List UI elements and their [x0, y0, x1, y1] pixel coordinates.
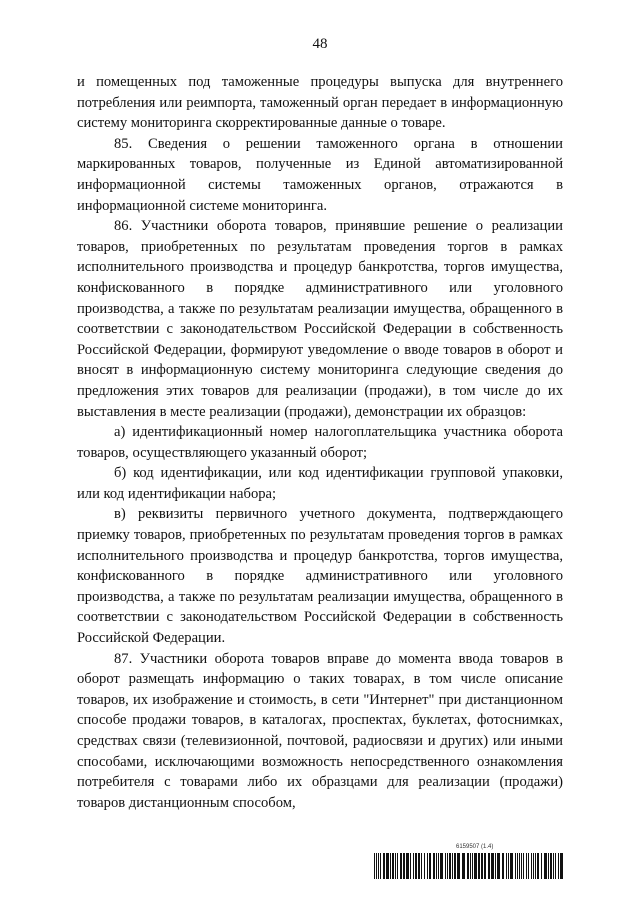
barcode-bar: [560, 853, 563, 879]
barcode-bar: [517, 853, 518, 879]
barcode-bar: [424, 853, 425, 879]
barcode-bar: [415, 853, 417, 879]
paragraph-87: 87. Участники оборота товаров вправе до момента ввода товаров в оборот размещать информацию о таких товарах, в том числе описание товаров, их изображение и стоимость, в сети "Интернет" при дистанционном способе продажи товаров, в каталогах, проспектах, буклетах, фотоснимках, средствах связи (телевизионной, почтовой, радиосвязи и других) или иными способами, исключающими возможность непосредственного ознакомления потребителя с товарами либо их образцами для реализации (продажи) товаров дистанционным способом,: [77, 650, 563, 811]
barcode-bar: [484, 853, 486, 879]
barcode-bar: [488, 853, 490, 879]
barcode-bar: [528, 853, 529, 879]
barcode-bar: [533, 853, 534, 879]
paragraph-86: 86. Участники оборота товаров, принявшие решение о реализации товаров, приобретенных по результатам проведения торгов в рамках исполнительного производства и процедур банкротства, торгов имущества, конфискованного в порядке административного или уголовного производства, а также по результатам реализации имущества, обращенного в соответствии с законодательством Российской Федерации в собственность Российской Федерации, формируют уведомление о вводе товаров в оборот и вносят в информационную систему мониторинга следующие сведения до предложения этих товаров для реализации (продажи), в том числе до их выставления в месте реализации (продажи), демонстрации их образцов:: [77, 218, 563, 420]
barcode-bar: [491, 853, 494, 879]
barcode-bar: [383, 853, 385, 879]
barcode-bar: [392, 853, 394, 879]
barcode-bar: [433, 853, 435, 879]
barcode-bar: [523, 853, 524, 879]
paragraph-0: и помещенных под таможенные процедуры выпуска для внутреннего потребления или реимпорта, таможенный орган передает в информационную систему мониторинга скорректированные данные о товаре.: [77, 74, 563, 132]
barcode-bar: [452, 853, 453, 879]
barcode-icon: [374, 853, 564, 879]
barcode-bar: [421, 853, 422, 879]
barcode-bar: [550, 853, 552, 879]
barcode-bar: [438, 853, 439, 879]
barcode-bar: [440, 853, 443, 879]
paragraph-85: 85. Сведения о решении таможенного органа в отношении маркированных товаров, полученные из Единой автоматизированной информационной системы таможенных органов, отражаются в информационной системе мониторинга.: [77, 135, 563, 214]
barcode-bar: [519, 853, 520, 879]
barcode-bar: [403, 853, 405, 879]
list-item-a: а) идентификационный номер налогоплательщика участника оборота товаров, осуществляющего указанный оборот;: [77, 424, 563, 461]
barcode-bar: [510, 853, 513, 879]
list-item-v: в) реквизиты первичного учетного документа, подтверждающего приемку товаров, приобретенных по результатам проведения торгов в рамках исполнительного производства и процедур банкротства, торгов имущества, конфискованного в порядке административного или уголовного производства, а также по результатам реализации имущества, обращенного в соответствии с законодательством Российской Федерации в собственность Российской Федерации.: [77, 506, 563, 647]
barcode-bar: [506, 853, 507, 879]
barcode-bar: [427, 853, 428, 879]
page-number: 48: [312, 36, 328, 52]
barcode-bar: [462, 853, 465, 879]
barcode-bar: [378, 853, 379, 879]
barcode-bar: [544, 853, 547, 879]
barcode-bar: [553, 853, 554, 879]
barcode-bar: [521, 853, 522, 879]
barcode-bar: [429, 853, 431, 879]
barcode-bar: [541, 853, 542, 879]
barcode-bar: [445, 853, 446, 879]
doc-code: 6159507 (1.4): [456, 844, 494, 850]
barcode-bar: [386, 853, 389, 879]
barcode-bar: [515, 853, 516, 879]
barcode-bar: [537, 853, 539, 879]
barcode-bar: [380, 853, 381, 879]
barcode-bar: [413, 853, 414, 879]
barcode-bar: [449, 853, 451, 879]
barcode-bar: [447, 853, 448, 879]
barcode-bar: [474, 853, 477, 879]
barcode-bar: [436, 853, 437, 879]
barcode-bar: [395, 853, 396, 879]
barcode-bar: [502, 853, 504, 879]
barcode-bar: [376, 853, 377, 879]
barcode-bar: [495, 853, 496, 879]
barcode-bar: [526, 853, 527, 879]
barcode-bar: [472, 853, 473, 879]
barcode-bar: [410, 853, 411, 879]
barcode-bar: [418, 853, 420, 879]
list-item-b: б) код идентификации, или код идентификации групповой упаковки, или код идентификации набора;: [77, 465, 563, 502]
barcode-bar: [555, 853, 556, 879]
barcode-bar: [454, 853, 456, 879]
document-body: [77, 72, 563, 813]
barcode-bar: [535, 853, 536, 879]
barcode-bar: [400, 853, 402, 879]
barcode-bar: [548, 853, 549, 879]
barcode-bar: [558, 853, 559, 879]
barcode-bar: [406, 853, 409, 879]
barcode-bar: [470, 853, 471, 879]
barcode-bar: [457, 853, 460, 879]
barcode-bar: [390, 853, 391, 879]
barcode-bar: [497, 853, 500, 879]
barcode-bar: [481, 853, 483, 879]
barcode-bar: [478, 853, 480, 879]
barcode-bar: [531, 853, 532, 879]
barcode-bar: [508, 853, 509, 879]
barcode-bar: [374, 853, 375, 879]
barcode-bar: [397, 853, 398, 879]
barcode-bar: [467, 853, 469, 879]
